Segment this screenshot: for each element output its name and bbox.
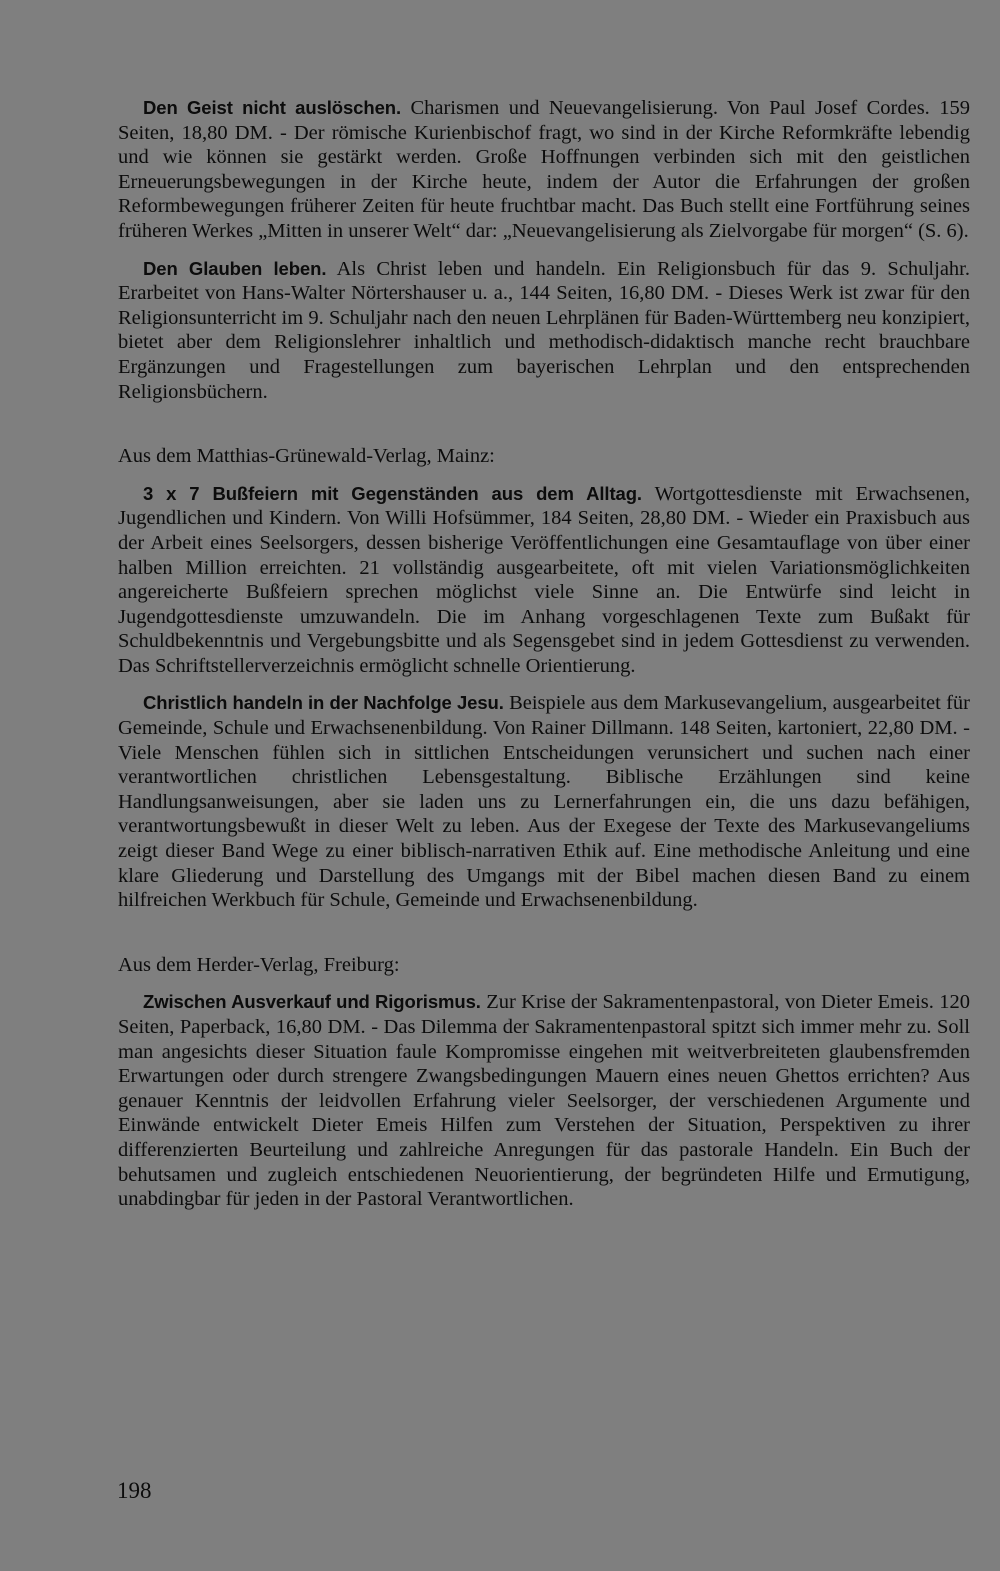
book-review-entry [118,96,970,244]
book-review-text: Zur Krise der Sakramentenpastoral, von Dieter Emeis. 120 Seiten, Paperback, 16,80 DM. - Das Dilemma der Sakramentenpastoral spitzt sich immer mehr zu. Soll man angesichts dieser Situation faule Kompromisse eingehen mit weitverbreiteten glaubensfremden Erwartungen oder durch strengere Zwangsbedingungen Mauern eines neuen Ghettos errichten? Aus genauer Kenntnis der leidvollen Erfahrung vieler Seelsorger, der verschiedenen Argumente und Einwände entwickelt Dieter Emeis Hilfen zum Verstehen der Situation, Perspektiven zu ihrer differenzierten Beurteilung und zahlreiche Anregungen für das pastorale Handeln. Ein Buch der behutsamen und zugleich entschiedenen Neuorientierung, der begründeten Hilfe und Ermutigung, unabdingbar für jeden in der Pastoral Verantwortlichen. [118,991,971,1211]
book-review-entry [118,691,970,912]
book-title: Den Glauben leben. [143,257,327,279]
publisher-heading: Aus dem Matthias-Grünewald-Verlag, Mainz: [118,445,495,468]
page-number: 198 [117,1478,152,1503]
book-title: 3 x 7 Bußfeiern mit Gegenständen aus dem Alltag. [143,482,642,504]
book-title: Den Geist nicht auslöschen. [143,97,402,118]
book-review-text: Beispiele aus dem Markusevangelium, ausgearbeitet für Gemeinde, Schule und Erwachsenenbildung. Von Rainer Dillmann. 148 Seiten, kartoniert, 22,80 DM. - Viele Menschen fühlen sich in sittlichen Entscheidungen verunsichert und suchen nach einer verantwortlichen christlichen Lebensgestaltung. Biblische Erzählungen sind keine Handlungsanweisungen, aber sie laden uns zu Lernerfahrungen ein, die uns dazu befähigen, verantwortungsbewußt in dieser Welt zu leben. Aus der Exegese der Texte des Markusevangeliums zeigt dieser Band Wege zu einer biblisch-narrativen Ethik auf. Eine methodische Anleitung und eine klare Gliederung und Darstellung des Umgangs mit der Bibel machen diesen Band zu einem hilfreichen Werkbuch für Schule, Gemeinde und Erwachsenenbildung. [118,692,970,912]
book-review-text: Als Christ leben und handeln. Ein Religionsbuch für das 9. Schuljahr. Erarbeitet von Hans-Walter Nörtershauser u. a., 144 Seiten, 16,80 DM. - Dieses Werk ist zwar für den Religionsunterricht im 9. Schuljahr nach den neuen Lehrplänen für Baden-Württemberg neu konzipiert, bietet aber dem Religionslehrer inhaltlich und methodisch-didaktisch manche recht brauchbare Ergänzungen und Fragestellungen zum bayerischen Lehrplan und den entsprechenden Religionsbüchern. [118,257,970,403]
book-title: Zwischen Ausverkauf und Rigorismus. [143,991,481,1013]
book-review-entry [118,990,970,1211]
text-column [118,96,970,1212]
book-review-entry [118,482,970,679]
book-title: Christlich handeln in der Nachfolge Jesu. [143,692,504,714]
book-review-text: Charismen und Neuevangelisierung. Von Paul Josef Cordes. 159 Seiten, 18,80 DM. - Der römische Kurienbischof fragt, wo sind in der Kirche Reformkräfte lebendig und wie können sie gestärkt werden. Große Hoffnungen verbinden sich mit den geistlichen Erneuerungsbewegungen in der Kirche heute, indem der Autor die Erfahrungen der großen Reformbewegungen früherer Zeiten für heute fruchtbar macht. Das Buch stellt eine Fortführung seines früheren Werkes „Mitten in unserer Welt“ dar: „Neuevangelisierung als Zielvorgabe für morgen“ (S. 6). [118,97,971,242]
book-review-text: Wortgottesdienste mit Erwachsenen, Jugendlichen und Kindern. Von Willi Hofsümmer, 184 Seiten, 28,80 DM. - Wieder ein Praxisbuch aus der Arbeit eines Seelsorgers, dessen bisherige Veröffentlichungen eine Gesamtauflage von über einer halben Million erreichten. 21 vollständig ausgearbeitete, oft mit vielen Variationsmöglichkeiten angereicherte Bußfeiern sprechen möglichst viele Sinne an. Die Entwürfe sind leicht in Jugendgottesdienste umzuwandeln. Die im Anhang vorgeschlagenen Texte zum Bußakt für Schuldbekenntnis und Vergebungsbitte und als Segensgebet sind in jedem Gottesdienst zu verwenden. Das Schriftstellerverzeichnis ermöglicht schnelle Orientierung. [118,482,970,677]
publisher-heading: Aus dem Herder-Verlag, Freiburg: [118,953,400,976]
book-review-entry [118,257,970,405]
